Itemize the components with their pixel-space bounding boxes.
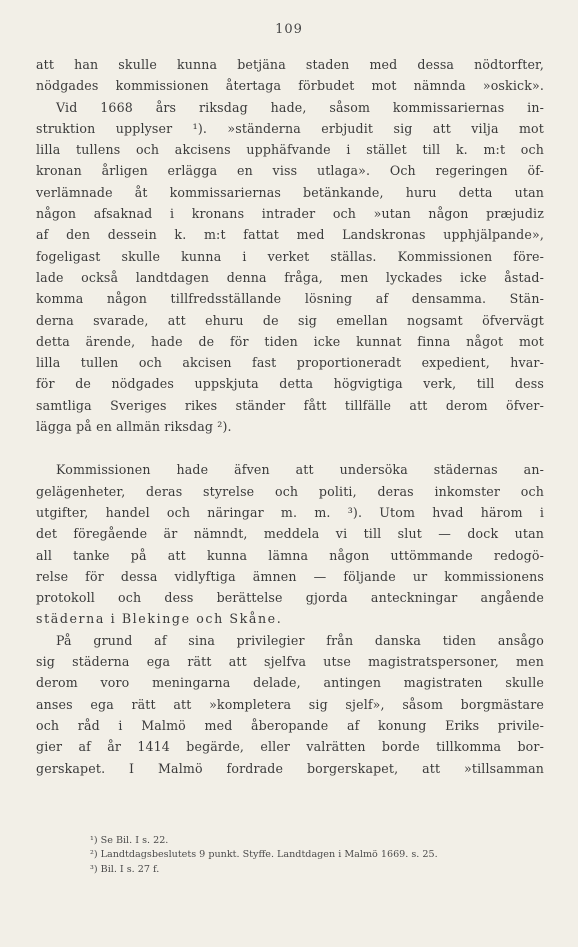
- text-line: det föregående är nämndt, meddela vi till slut — dock utan: [36, 526, 544, 542]
- paragraph-1: [36, 54, 544, 437]
- footnote: ³) Bil. I s. 27 f.: [90, 863, 160, 875]
- text-line: all tanke på att kunna lämna någon uttömmande redogö-: [36, 547, 544, 563]
- text-line: af den dessein k. m:t fattat med Landskronas upphjälpande»,: [36, 227, 544, 243]
- text-line: Kommissionen hade äfven att undersöka städernas an-: [56, 462, 544, 478]
- paragraph-3: [36, 630, 544, 779]
- text-line: lilla tullens och akcisens upphäfvande i stället till k. m:t och: [36, 142, 544, 158]
- text-line: lilla tullen och akcisen fast proportioneradt expedient, hvar-: [36, 355, 544, 371]
- text-line: derna svarade, att ehuru de sig emellan nogsamt öfvervägt: [36, 312, 544, 328]
- text-line: komma någon tillfredsställande lösning af densamma. Stän-: [36, 291, 544, 307]
- text-line: gelägenheter, deras styrelse och politi, deras inkomster och: [36, 483, 544, 499]
- text-line: gier af år 1414 begärde, eller valrätten borde tillkomma bor-: [36, 739, 544, 755]
- text-line: och råd i Malmö med åberopande af konung Eriks privile-: [36, 717, 544, 733]
- text-line: utgifter, handel och näringar m. m. ³). Utom hvad härom i: [36, 504, 544, 520]
- footnote: ²) Landtdagsbeslutets 9 punkt. Styffe. Landtdagen i Malmö 1669. s. 25.: [90, 849, 438, 861]
- text-line: städerna i Blekinge och Skåne.: [36, 611, 283, 627]
- text-line: derom voro meningarna delade, antingen magistraten skulle: [36, 675, 544, 691]
- text-line: samtliga Sveriges rikes ständer fått tillfälle att derom öfver-: [36, 397, 544, 413]
- text-line: verlämnade åt kommissariernas betänkande, huru detta utan: [36, 184, 544, 200]
- text-line: struktion upplyser ¹). »ständerna erbjudit sig att vilja mot: [36, 120, 544, 136]
- text-line: att han skulle kunna betjäna staden med dessa nödtorfter,: [36, 57, 544, 72]
- text-line: lägga på en allmän riksdag ²).: [36, 419, 232, 435]
- text-line: anses ega rätt att »kompletera sig sjelf», såsom borgmästare: [36, 696, 544, 712]
- text-line: fogeligast skulle kunna i verket ställas. Kommissionen före-: [36, 248, 544, 264]
- text-line: Vid 1668 års riksdag hade, såsom kommissariernas in-: [56, 99, 544, 115]
- text-line: för de nödgades uppskjuta detta högvigtiga verk, till dess: [36, 376, 544, 392]
- text-line: relse för dessa vidlyftiga ämnen — följande ur kommissionens: [36, 568, 544, 584]
- text-line: gerskapet. I Malmö fordrade borgerskapet, att »tillsamman: [36, 760, 544, 776]
- text-line: sig städerna ega rätt att sjelfva utse magistratspersoner, men: [36, 654, 544, 670]
- text-line: någon afsaknad i kronans intrader och »utan någon præjudiz: [36, 206, 544, 222]
- text-line: På grund af sina privilegier från danska tiden ansågo: [56, 632, 544, 648]
- footnotes: [90, 834, 530, 877]
- text-line: detta ärende, hade de för tiden icke kunnat finna något mot: [36, 333, 544, 349]
- paragraph-2: [36, 459, 544, 629]
- footnote: ¹) Se Bil. I s. 22.: [90, 835, 169, 846]
- text-line: protokoll och dess berättelse gjorda anteckningar angående: [36, 590, 544, 606]
- text-line: lade också landtdagen denna fråga, men lyckades icke åstad-: [36, 269, 544, 285]
- body-text: [36, 54, 544, 779]
- text-line: kronan årligen erlägga en viss utlaga». Och regeringen öf-: [36, 163, 544, 179]
- paragraph-gap: [36, 437, 544, 459]
- text-line: nödgades kommissionen återtaga förbudet mot nämnda »oskick».: [36, 78, 544, 94]
- page-number: 109: [275, 22, 303, 37]
